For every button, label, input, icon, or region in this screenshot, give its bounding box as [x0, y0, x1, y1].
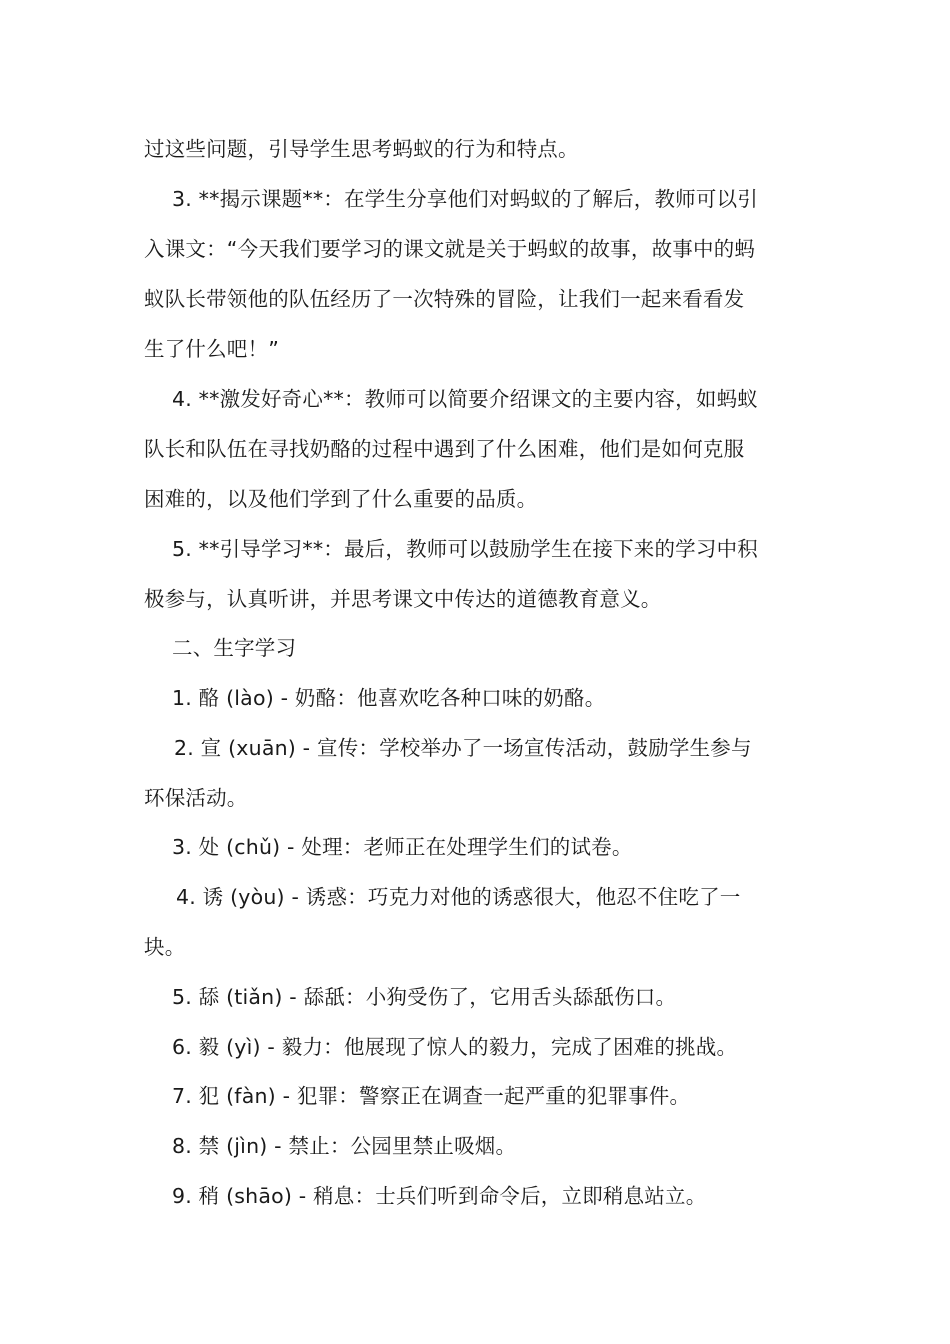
vocab-item: 5. 舔 (tiǎn) - 舔舐：小狗受伤了，它用舌头舔舐伤口。	[172, 985, 677, 1009]
vocab-item: 4. 诱 (yòu) - 诱惑：巧克力对他的诱惑很大，他忍不住吃了一	[176, 885, 741, 909]
paragraph-line: 4. **激发好奇心**：教师可以简要介绍课文的主要内容，如蚂蚁	[172, 387, 758, 411]
vocab-item-continued: 块。	[144, 935, 186, 959]
paragraph-line: 入课文：“今天我们要学习的课文就是关于蚂蚁的故事，故事中的蚂	[144, 237, 756, 261]
vocab-item: 3. 处 (chǔ) - 处理：老师正在处理学生们的试卷。	[172, 835, 633, 859]
paragraph-line: 过这些问题，引导学生思考蚂蚁的行为和特点。	[144, 137, 579, 161]
paragraph-line: 队长和队伍在寻找奶酪的过程中遇到了什么困难，他们是如何克服	[144, 437, 745, 461]
vocab-item: 8. 禁 (jìn) - 禁止：公园里禁止吸烟。	[172, 1134, 517, 1158]
vocab-item: 2. 宣 (xuān) - 宣传：学校举办了一场宣传活动，鼓励学生参与	[174, 736, 752, 760]
section-heading: 二、生字学习	[172, 636, 297, 660]
paragraph-line: 3. **揭示课题**：在学生分享他们对蚂蚁的了解后，教师可以引	[172, 187, 758, 211]
vocab-item: 7. 犯 (fàn) - 犯罪：警察正在调查一起严重的犯罪事件。	[172, 1084, 691, 1108]
vocab-item: 6. 毅 (yì) - 毅力：他展现了惊人的毅力，完成了困难的挑战。	[172, 1035, 738, 1059]
paragraph-line: 生了什么吧！”	[144, 337, 280, 361]
vocab-item: 1. 酪 (lào) - 奶酪：他喜欢吃各种口味的奶酪。	[172, 686, 606, 710]
paragraph-line: 蚁队长带领他的队伍经历了一次特殊的冒险，让我们一起来看看发	[144, 287, 745, 311]
paragraph-line: 困难的，以及他们学到了什么重要的品质。	[144, 487, 538, 511]
paragraph-line: 5. **引导学习**：最后，教师可以鼓励学生在接下来的学习中积	[172, 537, 758, 561]
paragraph-line: 极参与，认真听讲，并思考课文中传达的道德教育意义。	[144, 587, 662, 611]
vocab-item: 9. 稍 (shāo) - 稍息：士兵们听到命令后，立即稍息站立。	[172, 1184, 707, 1208]
vocab-item-continued: 环保活动。	[144, 786, 248, 810]
